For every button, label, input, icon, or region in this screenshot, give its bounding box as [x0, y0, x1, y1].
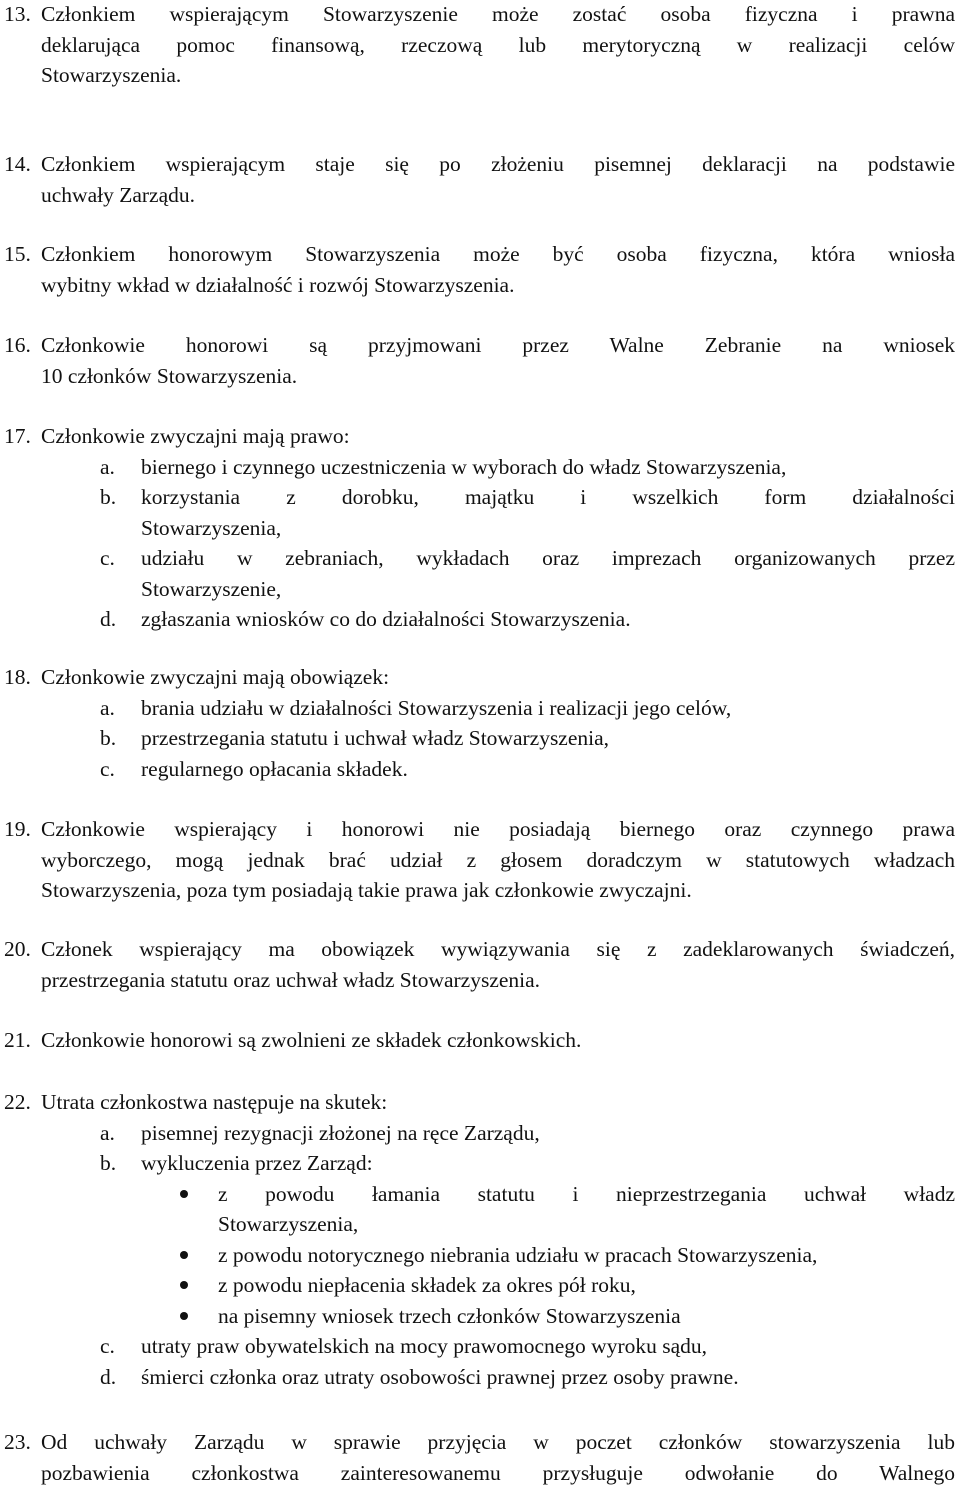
paragraph-line: deklarująca pomoc finansową, rzeczową lub merytoryczną w realizacji celów: [41, 30, 955, 61]
paragraph-number: 22.: [4, 1087, 31, 1118]
list-letter: d.: [100, 1362, 116, 1393]
paragraph-23: [4, 1427, 955, 1488]
bullet-icon: [180, 1281, 188, 1289]
paragraph-line: uchwały Zarządu.: [41, 180, 955, 211]
paragraph-line: Członkowie zwyczajni mają prawo:: [41, 421, 955, 452]
paragraph-line: Stowarzyszenia.: [41, 60, 955, 91]
paragraph-number: 15.: [4, 239, 31, 270]
bullet-item: [4, 1240, 955, 1271]
bullet-item: [4, 1179, 955, 1210]
paragraph-16: [4, 330, 955, 391]
list-letter: b.: [100, 723, 116, 754]
paragraph-14: [4, 149, 955, 210]
list-item-text: regularnego opłacania składek.: [141, 754, 955, 785]
paragraph-line: Utrata członkostwa następuje na skutek:: [41, 1087, 955, 1118]
paragraph-line: Od uchwały Zarządu w sprawie przyjęcia w poczet członków stowarzyszenia lub: [41, 1427, 955, 1458]
list-letter: c.: [100, 543, 115, 574]
list-letter: a.: [100, 452, 115, 483]
paragraph-number: 18.: [4, 662, 31, 693]
paragraph-20: [4, 934, 955, 995]
list-item-text: śmierci członka oraz utraty osobowości prawnej przez osoby prawne.: [141, 1362, 955, 1393]
paragraph-number: 23.: [4, 1427, 31, 1458]
paragraph-line: Członkiem wspierającym Stowarzyszenie może zostać osoba fizyczna i prawna: [41, 0, 955, 30]
paragraph-line: pozbawienia członkostwa zainteresowanemu przysługuje odwołanie do Walnego: [41, 1458, 955, 1488]
paragraph-18: [4, 662, 955, 784]
bullet-text: z powodu niepłacenia składek za okres pół roku,: [218, 1270, 955, 1301]
bullet-icon: [180, 1190, 188, 1198]
list-item: [4, 1331, 955, 1362]
list-item-text: Stowarzyszenia,: [141, 513, 955, 544]
list-item-text: korzystania z dorobku, majątku i wszelkich form działalności: [141, 482, 955, 513]
paragraph-19: [4, 814, 955, 906]
list-item-text: brania udziału w działalności Stowarzyszenia i realizacji jego celów,: [141, 693, 955, 724]
paragraph-line: Członkowie wspierający i honorowi nie posiadają biernego oraz czynnego prawa: [41, 814, 955, 845]
list-letter: a.: [100, 1118, 115, 1149]
paragraph-line: Członkowie honorowi są zwolnieni ze składek członkowskich.: [41, 1025, 955, 1056]
list-item: [4, 754, 955, 785]
paragraph-22: [4, 1087, 955, 1392]
list-item-text: pisemnej rezygnacji złożonej na ręce Zarządu,: [141, 1118, 955, 1149]
paragraph-number: 17.: [4, 421, 31, 452]
paragraph-line: Stowarzyszenia, poza tym posiadają takie prawa jak członkowie zwyczajni.: [41, 875, 955, 906]
bullet-item: [4, 1301, 955, 1332]
paragraph-15: [4, 239, 955, 300]
paragraph-number: 20.: [4, 934, 31, 965]
list-item: [4, 604, 955, 635]
list-letter: b.: [100, 1148, 116, 1179]
list-item: [4, 1118, 955, 1149]
paragraph-line: 10 członków Stowarzyszenia.: [41, 361, 955, 392]
list-letter: d.: [100, 604, 116, 635]
paragraph-number: 16.: [4, 330, 31, 361]
paragraph-line: wyborczego, mogą jednak brać udział z głosem doradczym w statutowych władzach: [41, 845, 955, 876]
list-item-text: przestrzegania statutu i uchwał władz Stowarzyszenia,: [141, 723, 955, 754]
paragraph-21: [4, 1025, 955, 1056]
bullet-text: na pisemny wniosek trzech członków Stowarzyszenia: [218, 1301, 955, 1332]
bullet-icon: [180, 1251, 188, 1259]
paragraph-number: 19.: [4, 814, 31, 845]
paragraph-line: wybitny wkład w działalność i rozwój Stowarzyszenia.: [41, 270, 955, 301]
list-item-text: udziału w zebraniach, wykładach oraz imprezach organizowanych przez: [141, 543, 955, 574]
list-item-text: utraty praw obywatelskich na mocy prawomocnego wyroku sądu,: [141, 1331, 955, 1362]
list-item-text: zgłaszania wniosków co do działalności Stowarzyszenia.: [141, 604, 955, 635]
list-item: [4, 1148, 955, 1179]
paragraph-number: 13.: [4, 0, 31, 30]
list-letter: a.: [100, 693, 115, 724]
list-item: [4, 452, 955, 483]
list-item: [4, 723, 955, 754]
bullet-text: Stowarzyszenia,: [218, 1209, 955, 1240]
list-item: [4, 543, 955, 574]
bullet-text: z powodu łamania statutu i nieprzestrzegania uchwał władz: [218, 1179, 955, 1210]
paragraph-line: Członkiem honorowym Stowarzyszenia może być osoba fizyczna, która wniosła: [41, 239, 955, 270]
paragraph-number: 21.: [4, 1025, 31, 1056]
bullet-item: [4, 1270, 955, 1301]
list-item-text: Stowarzyszenie,: [141, 574, 955, 605]
paragraph-line: Członek wspierający ma obowiązek wywiązywania się z zadeklarowanych świadczeń,: [41, 934, 955, 965]
bullet-icon: [180, 1312, 188, 1320]
list-item-text: biernego i czynnego uczestniczenia w wyborach do władz Stowarzyszenia,: [141, 452, 955, 483]
paragraph-17: [4, 421, 955, 635]
list-item: [4, 482, 955, 513]
paragraph-line: Członkowie honorowi są przyjmowani przez Walne Zebranie na wniosek: [41, 330, 955, 361]
list-item-text: wykluczenia przez Zarząd:: [141, 1148, 955, 1179]
paragraph-line: Członkiem wspierającym staje się po złożeniu pisemnej deklaracji na podstawie: [41, 149, 955, 180]
paragraph-13: [4, 0, 955, 91]
paragraph-number: 14.: [4, 149, 31, 180]
list-letter: c.: [100, 754, 115, 785]
list-letter: c.: [100, 1331, 115, 1362]
paragraph-line: przestrzegania statutu oraz uchwał władz Stowarzyszenia.: [41, 965, 955, 996]
bullet-text: z powodu notorycznego niebrania udziału w pracach Stowarzyszenia,: [218, 1240, 955, 1271]
list-item: [4, 693, 955, 724]
list-item: [4, 1362, 955, 1393]
paragraph-line: Członkowie zwyczajni mają obowiązek:: [41, 662, 955, 693]
list-letter: b.: [100, 482, 116, 513]
